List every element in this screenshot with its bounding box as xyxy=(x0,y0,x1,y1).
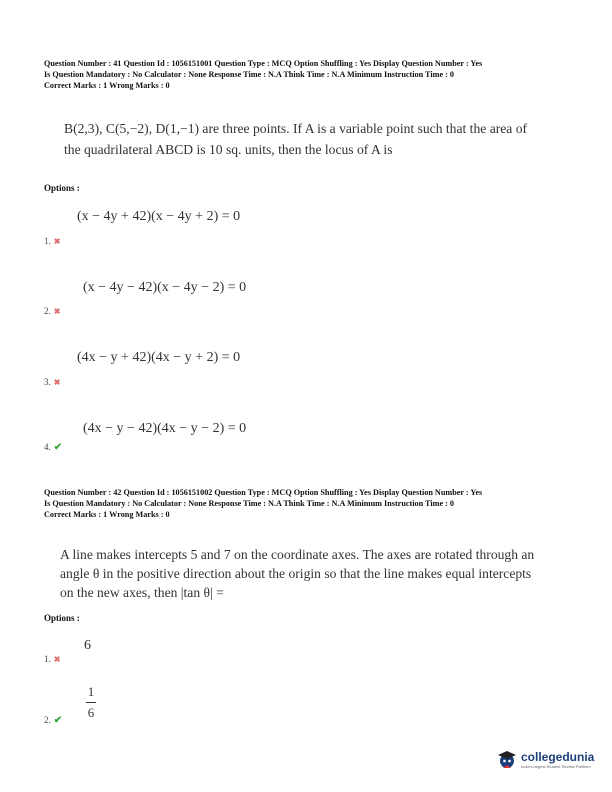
q42-options-label: Options : xyxy=(44,613,80,623)
q41-stem-line2: the quadrilateral ABCD is 10 sq. units, then the locus of A is xyxy=(64,142,393,157)
q41-options-label: Options : xyxy=(44,183,80,193)
cross-icon: ✖ xyxy=(53,655,61,664)
q41-meta-line2: Is Question Mandatory : No Calculator : None Response Time : N.A Think Time : N.A Minimum Instruction Time : 0 xyxy=(44,70,455,79)
q42-stem xyxy=(60,545,560,602)
q42-stem-line1: A line makes intercepts 5 and 7 on the coordinate axes. The axes are rotated through an xyxy=(60,547,535,562)
q42-stem-line3: on the new axes, then |tan θ| = xyxy=(60,585,224,600)
logo-name: collegedunia xyxy=(521,749,595,764)
check-icon: ✔ xyxy=(53,442,63,453)
q41-option-4[interactable] xyxy=(44,442,62,453)
q41-option-4-equation: (4x − y − 42)(4x − y − 2) = 0 xyxy=(83,421,247,436)
fraction-numerator: 1 xyxy=(87,684,95,699)
q41-option-2[interactable] xyxy=(44,306,60,316)
q41-option-2-equation: (x − 4y − 42)(x − 4y − 2) = 0 xyxy=(83,280,247,295)
q41-option-4-number: 4. xyxy=(44,442,51,452)
check-icon: ✔ xyxy=(53,715,63,726)
q42-option-1-value: 6 xyxy=(84,638,91,653)
q41-stem-line1: are three points. If A is a variable point such that the area of xyxy=(199,121,528,136)
q41-meta xyxy=(44,58,482,91)
q42-stem-line2: angle θ in the positive direction about the origin so that the line makes equal intercepts xyxy=(60,566,532,581)
graduate-icon xyxy=(496,748,518,770)
fraction-denominator: 6 xyxy=(87,705,95,720)
q41-stem xyxy=(64,118,554,160)
q41-option-3-number: 3. xyxy=(44,377,51,387)
q41-meta-line3: Correct Marks : 1 Wrong Marks : 0 xyxy=(44,81,170,90)
q41-option-3[interactable] xyxy=(44,377,60,387)
q42-meta-line2: Is Question Mandatory : No Calculator : None Response Time : N.A Think Time : N.A Minimum Instruction Time : 0 xyxy=(44,499,455,508)
q41-option-1-number: 1. xyxy=(44,236,51,246)
q42-meta-line3: Correct Marks : 1 Wrong Marks : 0 xyxy=(44,510,170,519)
cross-icon: ✖ xyxy=(53,307,61,316)
q41-stem-points: B(2,3), C(5,−2), D(1,−1) xyxy=(64,121,200,136)
q42-meta-line1: Question Number : 42 Question Id : 1056151002 Question Type : MCQ Option Shuffling : Yes Display Question Number : Yes xyxy=(44,488,483,497)
q41-option-2-number: 2. xyxy=(44,306,51,316)
cross-icon: ✖ xyxy=(53,378,61,387)
q41-meta-line1: Question Number : 41 Question Id : 1056151001 Question Type : MCQ Option Shuffling : Yes Display Question Number : Yes xyxy=(44,59,483,68)
q42-option-2-number: 2. xyxy=(44,715,51,725)
collegedunia-logo xyxy=(496,748,594,770)
q42-meta xyxy=(44,487,482,520)
q41-option-3-equation: (4x − y + 42)(4x − y + 2) = 0 xyxy=(77,350,241,365)
logo-tagline: India's largest Student Review Platform xyxy=(521,763,591,769)
q42-option-1[interactable] xyxy=(44,654,60,664)
cross-icon: ✖ xyxy=(53,237,61,246)
q41-option-1[interactable] xyxy=(44,236,60,246)
fraction-bar xyxy=(86,702,96,703)
q42-option-2[interactable] xyxy=(44,715,62,726)
q42-option-1-number: 1. xyxy=(44,654,51,664)
q42-option-2-fraction xyxy=(86,684,96,721)
q41-option-1-equation: (x − 4y + 42)(x − 4y + 2) = 0 xyxy=(77,209,241,224)
